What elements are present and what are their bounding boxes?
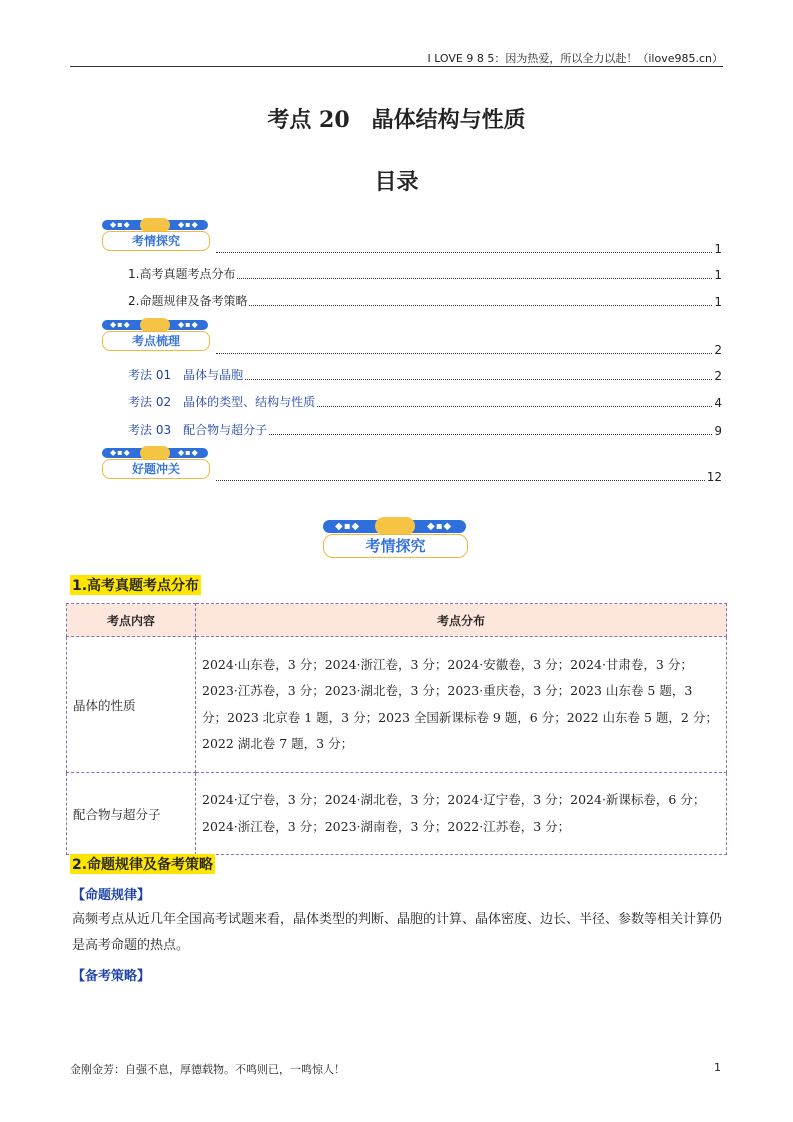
toc-leader [216,353,712,354]
toc-title: 目录 [374,170,419,195]
column-header: 考点分布 [196,604,727,637]
toc-label: 2.命题规律及备考策略 [128,294,248,308]
toc-entry[interactable] [214,240,722,256]
ornament-icon: ◆▪◆ [110,220,131,229]
tag-label: 【备考策略】 [72,969,151,984]
distribution-text: 2024·浙江卷，3 分；2023·湖南卷，3 分；2022·江苏卷，3 分； [202,818,571,834]
badge-label: 好题冲关 [102,459,210,479]
badge-pill [140,218,170,232]
row-distribution [196,637,727,773]
page-number: 1 [714,1061,721,1074]
toc-page: 4 [714,396,722,410]
column-header: 考点内容 [67,604,196,637]
ornament-icon: ◆▪◆ [110,448,131,457]
badge-label: 考情探究 [323,534,468,558]
page-header: I LOVE 9 8 5：因为热爱，所以全力以赴！（ilove985.cn） [427,52,723,65]
row-topic: 配合物与超分子 [67,773,196,855]
ornament-icon: ◆▪◆ [335,521,361,532]
toc-badge-kaoqing[interactable] [102,220,210,252]
toc-entry[interactable] [128,293,722,309]
toc-label: 考法 01 晶体与晶胞 [128,368,244,382]
table-row [67,637,727,773]
toc-leader [269,434,712,435]
exam-distribution-table [66,603,727,855]
toc-page: 9 [714,424,722,438]
toc-leader [216,480,705,481]
toc-label: 1.高考真题考点分布 [128,267,236,281]
ornament-icon: ◆▪◆ [178,220,199,229]
table-header-row [67,604,727,637]
toc-page: 2 [714,343,722,357]
toc-entry[interactable] [128,266,722,282]
ornament-icon: ◆▪◆ [178,448,199,457]
section-heading: 1.高考真题考点分布 [70,575,201,595]
toc-page: 2 [714,369,722,383]
distribution-text: 2024·山东卷，3 分；2024·浙江卷，3 分；2024·安徽卷，3 分；2024·甘肃卷，3 分；2023·江苏卷，3 分；2023·湖北卷，3 分；2023·重庆卷，3 分；2023 山东卷 5 题，3 分；2023 北京卷 1 题，3 分；2023 全国新课标卷 9 题，6 分；2022 山东卷 5 题，2 分； [202,656,718,725]
toc-page: 1 [714,242,722,256]
badge-pill [375,517,415,535]
badge-pill [140,318,170,332]
section-badge [323,520,468,560]
toc-label: 考法 03 配合物与超分子 [128,423,268,437]
toc-entry[interactable] [128,367,722,383]
badge-label: 考情探究 [102,231,210,251]
toc-page: 1 [714,268,722,282]
table-row [67,773,727,855]
toc-leader [317,406,712,407]
badge-label: 考点梳理 [102,331,210,351]
row-distribution [196,773,727,855]
toc-page: 12 [706,470,722,484]
toc-badge-haoti[interactable] [102,448,210,480]
toc-badge-kaodian[interactable] [102,320,210,352]
toc-page: 1 [714,295,722,309]
section-heading: 2.命题规律及备考策略 [70,854,215,874]
header-divider [70,66,723,67]
paragraph: 高频考点从近几年全国高考试题来看，晶体类型的判断、晶胞的计算、晶体密度、边长、半径、参数等相关计算仍是高考命题的热点。 [72,912,723,953]
ornament-icon: ◆▪◆ [178,320,199,329]
footer-motto: 金刚金芳：自强不息，厚德载物。不鸣则已，一鸣惊人！ [70,1063,345,1076]
tag-label: 【命题规律】 [72,888,151,903]
distribution-text: 2024·辽宁卷，3 分；2024·湖北卷，3 分；2024·辽宁卷，3 分；2024·新课标卷，6 分； [202,792,706,807]
toc-entry[interactable] [214,468,722,484]
toc-leader [245,379,712,380]
toc-leader [216,252,712,253]
ornament-icon: ◆▪◆ [110,320,131,329]
toc-leader [237,278,712,279]
toc-leader [249,305,712,306]
document-title: 考点 20 晶体结构与性质 [267,107,526,133]
toc-entry[interactable] [128,394,722,410]
distribution-text: 2022 湖北卷 7 题，3 分； [202,736,354,751]
badge-pill [140,446,170,460]
row-topic: 晶体的性质 [67,637,196,773]
toc-entry[interactable] [128,422,722,438]
toc-label: 考法 02 晶体的类型、结构与性质 [128,395,316,409]
toc-entry[interactable] [214,341,722,357]
ornament-icon: ◆▪◆ [427,521,453,532]
